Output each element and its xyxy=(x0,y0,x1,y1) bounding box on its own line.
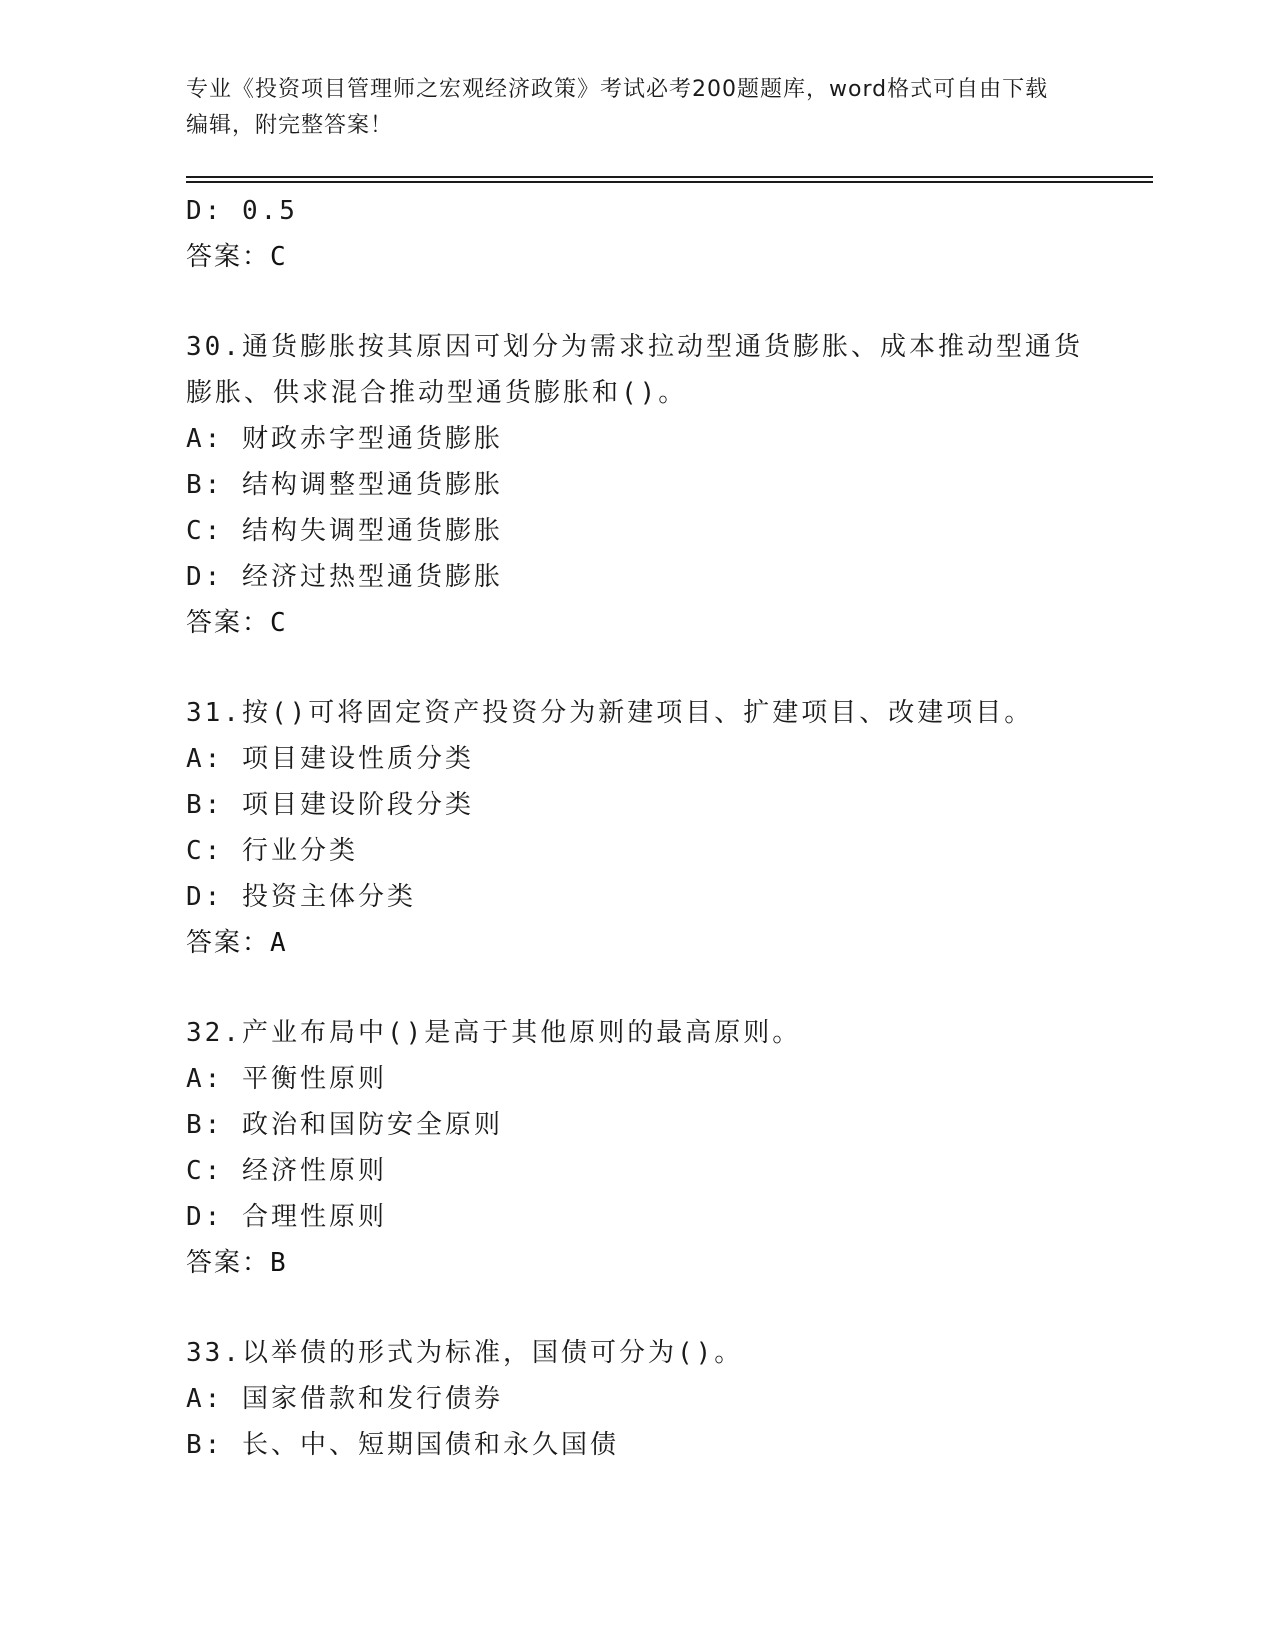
question-stem-continued: 膨胀、供求混合推动型通货膨胀和()。 xyxy=(186,378,688,408)
option-c: C: 经济性原则 xyxy=(186,1156,387,1186)
question-stem: 30.通货膨胀按其原因可划分为需求拉动型通货膨胀、成本推动型通货 xyxy=(186,332,1083,362)
question-33 xyxy=(186,1330,1146,1468)
answer-line xyxy=(186,920,1146,966)
question-content xyxy=(186,188,1146,1468)
question-stem: 32.产业布局中()是高于其他原则的最高原则。 xyxy=(186,1018,802,1048)
answer-label: 答案： xyxy=(186,928,271,958)
option-a: A: 财政赤字型通货膨胀 xyxy=(186,424,503,454)
header-rule-bottom xyxy=(186,181,1153,183)
answer-label: 答案： xyxy=(186,1248,271,1278)
option-a: A: 国家借款和发行债券 xyxy=(186,1384,503,1414)
answer-label: 答案： xyxy=(186,242,271,272)
option-a: A: 平衡性原则 xyxy=(186,1064,387,1094)
answer-value: C xyxy=(270,242,286,272)
question-30 xyxy=(186,324,1146,646)
option-d: D: 0.5 xyxy=(186,196,298,226)
question-32 xyxy=(186,1010,1146,1286)
question-stem: 31.按()可将固定资产投资分为新建项目、扩建项目、改建项目。 xyxy=(186,698,1034,728)
header-rule-top xyxy=(186,176,1153,178)
answer-line xyxy=(186,234,1146,280)
answer-line xyxy=(186,1240,1146,1286)
question-stem: 33.以举债的形式为标准，国债可分为()。 xyxy=(186,1338,744,1368)
option-d: D: 经济过热型通货膨胀 xyxy=(186,562,503,592)
option-b: B: 结构调整型通货膨胀 xyxy=(186,470,503,500)
answer-label: 答案： xyxy=(186,608,271,638)
option-b: B: 长、中、短期国债和永久国债 xyxy=(186,1430,619,1460)
option-c: C: 行业分类 xyxy=(186,836,358,866)
answer-value: A xyxy=(270,928,286,958)
option-d: D: 投资主体分类 xyxy=(186,882,416,912)
answer-value: B xyxy=(270,1248,286,1278)
option-b: B: 项目建设阶段分类 xyxy=(186,790,474,820)
answer-line xyxy=(186,600,1146,646)
question-31 xyxy=(186,690,1146,966)
answer-value: C xyxy=(270,608,286,638)
option-a: A: 项目建设性质分类 xyxy=(186,744,474,774)
option-b: B: 政治和国防安全原则 xyxy=(186,1110,503,1140)
option-c: C: 结构失调型通货膨胀 xyxy=(186,516,503,546)
document-header: 专业《投资项目管理师之宏观经济政策》考试必考200题题库，word格式可自由下载编辑，附完整答案！ xyxy=(186,77,1049,138)
option-d: D: 合理性原则 xyxy=(186,1202,387,1232)
